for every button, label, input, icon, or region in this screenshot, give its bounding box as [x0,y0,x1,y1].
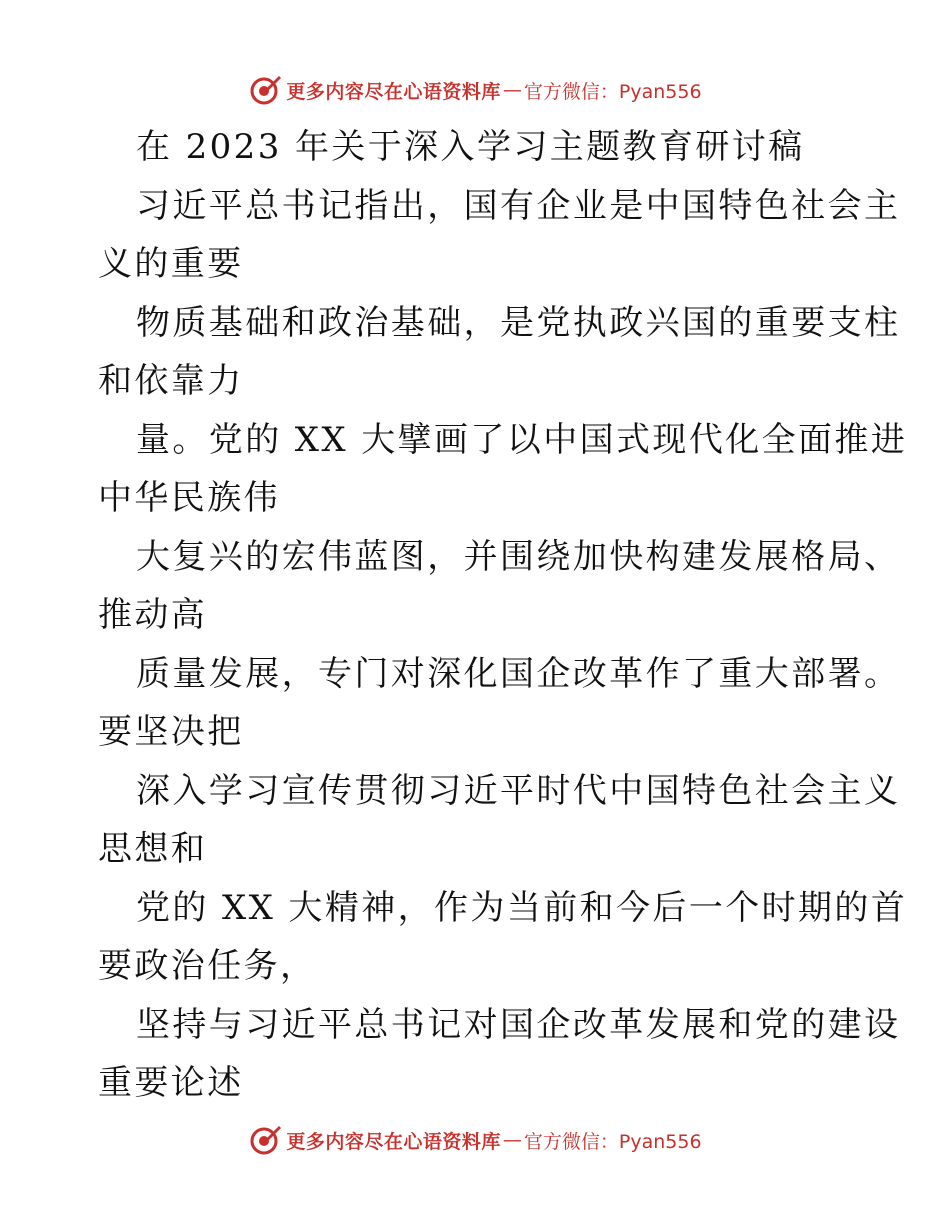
text-line: 党的 XX 大精神，作为当前和今后一个时期的首 [136,887,908,928]
text-line: 思想和 [98,829,208,869]
text-line: 在 2023 年关于深入学习主题教育研讨稿 [136,127,805,167]
document-body [98,118,908,1113]
pen-logo-icon [248,73,282,107]
text-line: 质量发展，专门对深化国企改革作了重大部署。 [136,653,901,694]
text-line: 习近平总书记指出，国有企业是中国特色社会主 [136,185,901,226]
text-line: 坚持与习近平总书记对国企改革发展和党的建设 [136,1004,901,1045]
text-line: 量。党的 XX 大擘画了以中国式现代化全面推进 [136,419,908,460]
watermark-dash: — [502,79,522,101]
watermark-header [0,68,950,112]
text-line: 大复兴的宏伟蓝图，并围绕加快构建发展格局、 [136,536,901,577]
watermark-dash: — [502,1129,522,1151]
text-line: 中华民族伟 [98,478,280,518]
watermark-text: 更多内容尽在心语资料库 [286,1130,501,1153]
text-line: 和依靠力 [98,361,244,401]
watermark-text: 更多内容尽在心语资料库 [286,80,501,103]
pen-logo-icon [248,1123,282,1157]
text-line: 深入学习宣传贯彻习近平时代中国特色社会主义 [136,770,901,811]
watermark-contact: 官方微信：Pyan556 [523,1130,702,1153]
text-line: 重要论述 [98,1063,244,1103]
text-line: 要政治任务， [98,946,317,986]
text-line: 物质基础和政治基础，是党执政兴国的重要支柱 [136,302,901,343]
text-line: 要坚决把 [98,712,244,752]
watermark-contact: 官方微信：Pyan556 [523,80,702,103]
text-line: 推动高 [98,595,208,635]
watermark-footer [0,1118,950,1162]
text-line: 义的重要 [98,244,244,284]
